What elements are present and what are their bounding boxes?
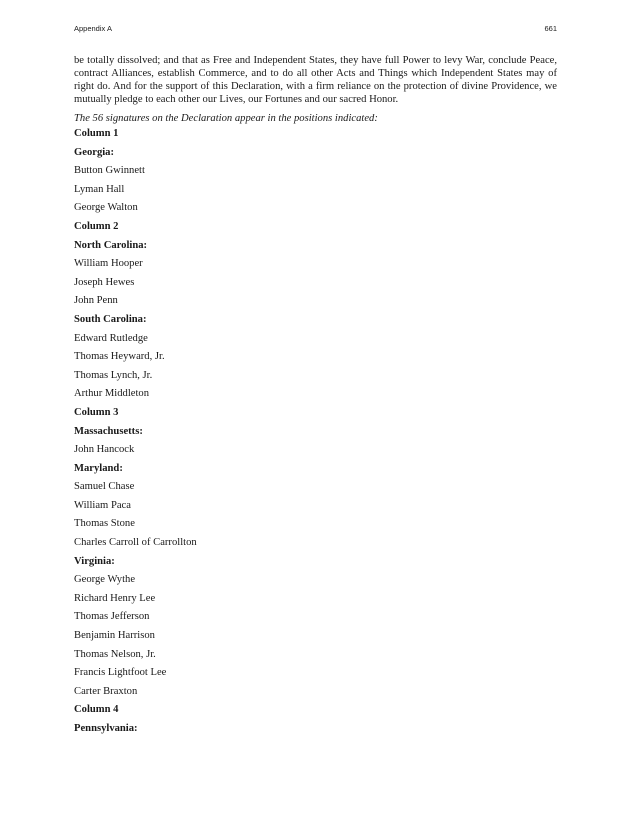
running-header bbox=[74, 23, 557, 35]
header-section-title: Appendix A bbox=[74, 24, 112, 33]
signer-name: John Penn bbox=[74, 295, 118, 307]
signer-name: George Walton bbox=[74, 202, 138, 214]
signer-name: Thomas Nelson, Jr. bbox=[74, 648, 156, 660]
signer-name: Carter Braxton bbox=[74, 685, 138, 697]
signer-name: Thomas Jefferson bbox=[74, 611, 150, 623]
section-heading: Georgia: bbox=[74, 146, 115, 158]
signer-name: Lyman Hall bbox=[74, 183, 125, 195]
section-heading: South Carolina: bbox=[74, 313, 147, 325]
signatures-note: The 56 signatures on the Declaration appear in the positions indicated: bbox=[74, 113, 378, 124]
signer-name: Francis Lightfoot Lee bbox=[74, 667, 167, 679]
signer-name: Joseph Hewes bbox=[74, 276, 135, 288]
signer-name: William Hooper bbox=[74, 258, 143, 270]
signer-name: William Paca bbox=[74, 499, 131, 511]
section-heading: Maryland: bbox=[74, 462, 123, 474]
signer-name: Button Gwinnett bbox=[74, 165, 145, 177]
signer-name: George Wythe bbox=[74, 574, 136, 586]
section-heading: Virginia: bbox=[74, 555, 115, 567]
signer-name: Richard Henry Lee bbox=[74, 592, 156, 604]
signature-list bbox=[74, 125, 557, 739]
section-heading: Massachusetts: bbox=[74, 425, 143, 437]
signer-name: Edward Rutledge bbox=[74, 332, 148, 344]
page-body bbox=[74, 54, 557, 739]
section-heading: Column 2 bbox=[74, 220, 119, 232]
section-heading: Pennsylvania: bbox=[74, 723, 138, 734]
signer-name: Thomas Heyward, Jr. bbox=[74, 351, 165, 363]
signer-name: Thomas Stone bbox=[74, 518, 135, 530]
section-heading: Column 3 bbox=[74, 406, 119, 418]
section-heading: Column 4 bbox=[74, 704, 119, 716]
header-page-number: 661 bbox=[544, 24, 557, 33]
signer-name: Benjamin Harrison bbox=[74, 630, 155, 642]
declaration-closing-paragraph: be totally dissolved; and that as Free and Independent States, they have full Power to levy War, conclude Peace, contract Alliances, establish Commerce, and to do all other Acts and Things which Independent States may of right do. And for the support of this Declaration, with a firm reliance on the protection of divine Providence, we mutually pledge to each other our Lives, our Fortunes and our sacred Honor. bbox=[74, 55, 557, 105]
signer-name: Thomas Lynch, Jr. bbox=[74, 369, 153, 381]
signer-name: Samuel Chase bbox=[74, 481, 135, 493]
section-heading: Column 1 bbox=[74, 128, 119, 139]
section-heading: North Carolina: bbox=[74, 239, 148, 251]
signer-name: John Hancock bbox=[74, 444, 135, 456]
signer-name: Charles Carroll of Carrollton bbox=[74, 537, 197, 549]
signer-name: Arthur Middleton bbox=[74, 388, 150, 400]
